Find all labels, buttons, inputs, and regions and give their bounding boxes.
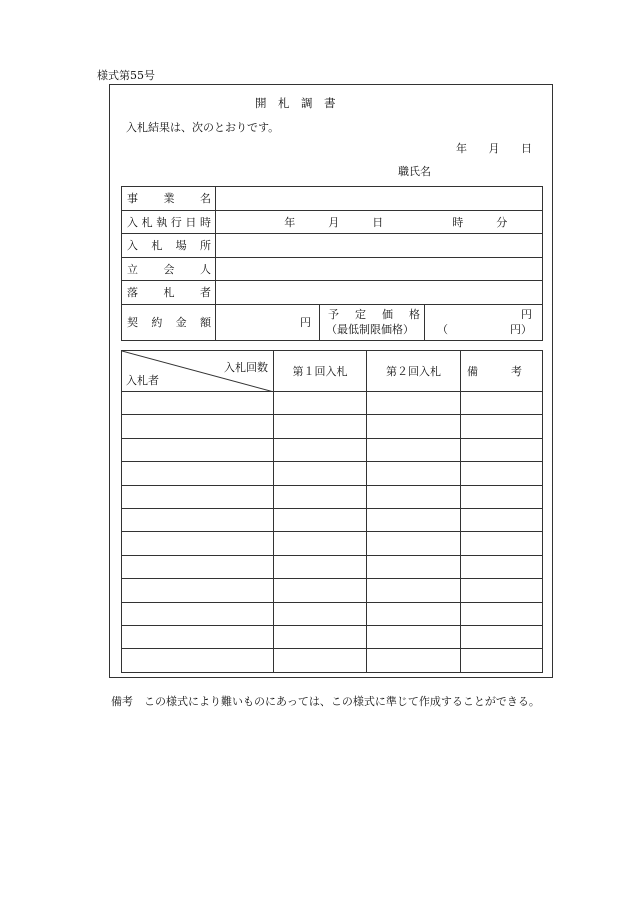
bidder-cell[interactable] (122, 579, 274, 602)
row-winner (122, 281, 543, 305)
intro-text: 入札結果は、次のとおりです。 (126, 121, 280, 134)
paren-open: （ (437, 323, 448, 336)
form-number: 様式第55号 (97, 69, 155, 82)
bid-row (122, 532, 543, 555)
remarks-cell[interactable] (461, 649, 543, 672)
remarks-cell[interactable] (461, 462, 543, 485)
round2-cell[interactable] (367, 555, 461, 578)
label-execution-datetime: 入札執行日時 (122, 210, 216, 234)
col-remarks: 備 考 (461, 351, 543, 392)
footnote: 備考 この様式により難いものにあっては、この様式に準じて作成することができる。 (111, 695, 540, 708)
round1-cell[interactable] (274, 625, 367, 648)
field-project-name[interactable] (216, 187, 543, 211)
bid-row (122, 462, 543, 485)
bidder-cell[interactable] (122, 485, 274, 508)
bidder-cell[interactable] (122, 415, 274, 438)
bid-row (122, 649, 543, 672)
row-contract-amount (122, 304, 543, 340)
remarks-cell[interactable] (461, 579, 543, 602)
label-project-name: 事業名 (122, 187, 216, 211)
label-contract-amount: 契約金額 (122, 304, 216, 340)
round2-cell[interactable] (367, 508, 461, 531)
bidder-cell[interactable] (122, 555, 274, 578)
field-planned-price[interactable] (425, 304, 543, 340)
remarks-cell[interactable] (461, 602, 543, 625)
bid-row (122, 508, 543, 531)
round1-cell[interactable] (274, 392, 367, 415)
bidder-cell[interactable] (122, 602, 274, 625)
bidder-cell[interactable] (122, 438, 274, 461)
round1-cell[interactable] (274, 508, 367, 531)
round1-cell[interactable] (274, 438, 367, 461)
row-project-name (122, 187, 543, 211)
official-label: 職氏名 (398, 165, 431, 178)
remarks-cell[interactable] (461, 508, 543, 531)
round2-cell[interactable] (367, 602, 461, 625)
dt-day: 日 (372, 215, 384, 229)
col-round2: 第２回入札 (367, 351, 461, 392)
info-table (121, 186, 543, 341)
bid-row (122, 625, 543, 648)
label-witness: 立会人 (122, 257, 216, 281)
round1-cell[interactable] (274, 602, 367, 625)
document-title: 開 札 調 書 (255, 96, 336, 110)
dt-month: 月 (328, 215, 340, 229)
round2-cell[interactable] (367, 649, 461, 672)
bidder-cell[interactable] (122, 532, 274, 555)
remarks-cell[interactable] (461, 555, 543, 578)
label-winner: 落札者 (122, 281, 216, 305)
date-line (456, 140, 532, 156)
dt-year: 年 (284, 215, 296, 229)
row-place (122, 234, 543, 258)
bid-row (122, 602, 543, 625)
remarks-cell[interactable] (461, 532, 543, 555)
round2-cell[interactable] (367, 625, 461, 648)
bid-row (122, 415, 543, 438)
round1-cell[interactable] (274, 579, 367, 602)
paren-yen: 円） (510, 323, 533, 336)
round2-cell[interactable] (367, 415, 461, 438)
row-execution-datetime (122, 210, 543, 234)
field-execution-datetime[interactable] (216, 210, 543, 234)
round1-cell[interactable] (274, 649, 367, 672)
bid-row (122, 438, 543, 461)
round2-cell[interactable] (367, 392, 461, 415)
round1-cell[interactable] (274, 555, 367, 578)
dt-hour: 時 (452, 215, 464, 229)
bid-row (122, 485, 543, 508)
bid-header-row (122, 351, 543, 392)
date-year: 年 (456, 142, 467, 155)
round1-cell[interactable] (274, 532, 367, 555)
planned-price-sublabel: （最低制限価格） (326, 323, 414, 336)
field-witness[interactable] (216, 257, 543, 281)
remarks-cell[interactable] (461, 415, 543, 438)
dt-minute: 分 (496, 215, 508, 229)
round2-cell[interactable] (367, 438, 461, 461)
round1-cell[interactable] (274, 415, 367, 438)
bid-row (122, 555, 543, 578)
col-round1: 第１回入札 (274, 351, 367, 392)
planned-yen: 円 (521, 308, 533, 321)
round2-cell[interactable] (367, 579, 461, 602)
round2-cell[interactable] (367, 462, 461, 485)
field-winner[interactable] (216, 281, 543, 305)
round1-cell[interactable] (274, 462, 367, 485)
diag-bottom-label: 入札者 (126, 374, 159, 387)
field-place[interactable] (216, 234, 543, 258)
row-witness (122, 257, 543, 281)
round1-cell[interactable] (274, 485, 367, 508)
bidder-cell[interactable] (122, 462, 274, 485)
planned-price-label: 予定価格 (328, 308, 420, 321)
bid-table (121, 350, 543, 673)
remarks-cell[interactable] (461, 485, 543, 508)
remarks-cell[interactable] (461, 625, 543, 648)
label-planned-price (320, 304, 425, 340)
bidder-cell[interactable] (122, 649, 274, 672)
field-contract-amount[interactable] (216, 304, 320, 340)
date-day: 日 (521, 142, 532, 155)
remarks-cell[interactable] (461, 438, 543, 461)
round2-cell[interactable] (367, 485, 461, 508)
bidder-cell[interactable] (122, 508, 274, 531)
contract-yen: 円 (300, 316, 311, 329)
diagonal-header-cell (122, 351, 274, 392)
bid-row (122, 392, 543, 415)
bidder-cell[interactable] (122, 625, 274, 648)
label-place: 入札場所 (122, 234, 216, 258)
date-month: 月 (488, 142, 500, 155)
round2-cell[interactable] (367, 532, 461, 555)
bid-row (122, 579, 543, 602)
bidder-cell[interactable] (122, 392, 274, 415)
diag-top-label: 入札回数 (224, 361, 268, 374)
remarks-cell[interactable] (461, 392, 543, 415)
